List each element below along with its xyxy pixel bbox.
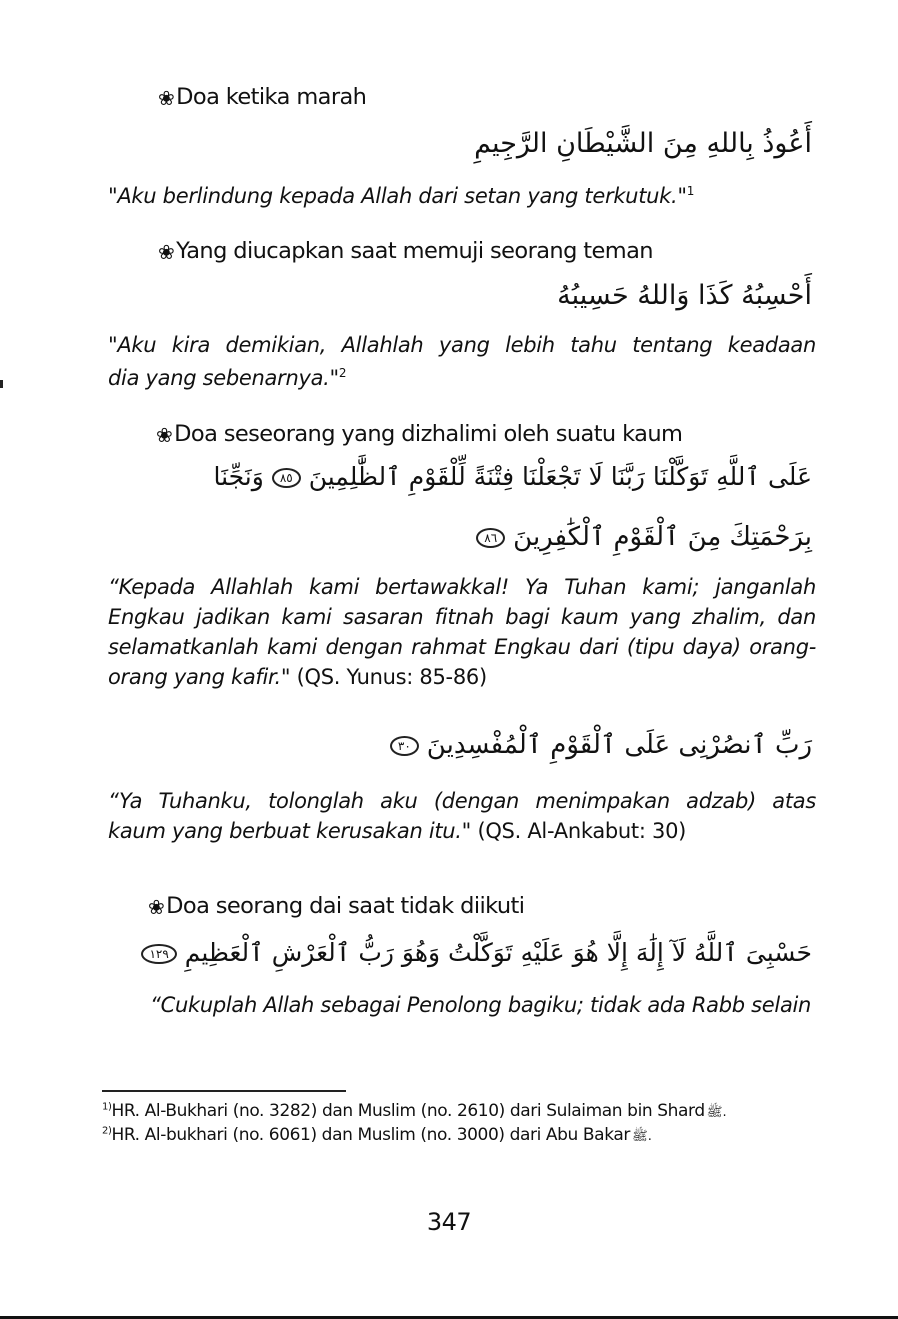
translation [108, 176, 816, 211]
translation-line [108, 786, 816, 816]
arabic-text: أَحْسِبُهُ كَذَا وَاللهُ حَسِيبُهُ [557, 280, 812, 311]
flower-icon: ❀ [158, 86, 175, 110]
flower-icon: ❀ [148, 895, 165, 919]
footnote-text: HR. Al-bukhari (no. 6061) dan Muslim (no. 3000) dari Abu Bakar [111, 1125, 630, 1145]
translation-line [108, 572, 816, 602]
footnote-divider [102, 1090, 346, 1092]
translation-line [108, 632, 816, 662]
translation-text: selamatkanlah kami dengan rahmat Engkau dari (tipu daya) orang- [108, 635, 816, 659]
footnote-mark: 1) [102, 1101, 112, 1113]
section-heading-dai-tidak-diikuti [148, 893, 524, 919]
section-heading-memuji-teman [158, 238, 653, 264]
flower-icon: ❀ [156, 423, 173, 447]
footnote-2 [102, 1125, 652, 1147]
translation-text: “Ya Tuhanku, tolonglah aku (dengan menimpakan adzab) atas [108, 789, 816, 813]
arabic-verse-line [382, 730, 812, 760]
honorific-icon: ﷺ. [631, 1129, 652, 1144]
translation-text: “Kepada Allahlah kami bertawakkal! Ya Tuhan kami; janganlah [108, 575, 816, 599]
translation-line [108, 330, 816, 360]
page-number: 347 [426, 1208, 472, 1236]
translation-text: “Cukuplah Allah sebagai Penolong bagiku; tidak ada Rabb selain [150, 993, 812, 1017]
flower-icon: ❀ [158, 240, 175, 264]
arabic-text: رَبِّ ٱنصُرْنِى عَلَى ٱلْقَوْمِ ٱلْمُفْسِدِينَ [426, 730, 812, 760]
arabic-text: حَسْبِىَ ٱللَّهُ لَآ إِلَٰهَ إِلَّا هُوَ عَلَيْهِ تَوَكَّلْتُ وَهُوَ رَبُّ ٱلْعَرْشِ ٱلْعَظِيمِ [184, 938, 812, 967]
section-heading-dizhalimi [156, 421, 682, 447]
ayah-number-icon: ٨٥ [272, 468, 301, 488]
translation-line [150, 990, 820, 1020]
translation-text: "Aku kira demikian, Allahlah yang lebih tahu tentang keadaan [108, 333, 816, 357]
quran-reference: (QS. Al-Ankabut: 30) [477, 819, 687, 843]
ayah-number-icon: ١٢٩ [141, 944, 176, 964]
footnote-mark: 2) [102, 1125, 112, 1137]
footnote-1 [102, 1101, 727, 1123]
arabic-verse-line [468, 522, 812, 552]
translation-line [108, 662, 816, 692]
arabic-verse-line [214, 462, 813, 491]
heading-text: Doa seseorang yang dizhalimi oleh suatu kaum [174, 421, 683, 447]
translation-text: Engkau jadikan kami sasaran fitnah bagi kaum yang zhalim, dan [108, 605, 816, 629]
ayah-number-icon: ٨٦ [476, 528, 505, 548]
page-edge-mark [0, 380, 3, 388]
ayah-number-icon: ٣٠ [390, 736, 419, 756]
footnote-ref: 1 [686, 184, 695, 198]
section-heading-doa-ketika-marah [158, 84, 366, 110]
footnote-ref: 2 [338, 366, 347, 380]
translation-text: "Aku berlindung kepada Allah dari setan yang terkutuk." [108, 184, 687, 208]
arabic-text: وَنَجِّنَا [213, 462, 264, 491]
translation-text: dia yang sebenarnya." [108, 366, 339, 390]
translation-text: orang yang kafir." [108, 665, 291, 689]
translation-line [108, 358, 816, 393]
quran-reference: (QS. Yunus: 85-86) [296, 665, 487, 689]
translation-text: kaum yang berbuat kerusakan itu." [108, 819, 472, 843]
heading-text: Doa ketika marah [176, 84, 367, 110]
arabic-text: بِرَحْمَتِكَ مِنَ ٱلْقَوْمِ ٱلْكَٰفِرِينَ [513, 522, 812, 552]
arabic-text: أَعُوذُ بِاللهِ مِنَ الشَّيْطَانِ الرَّجِيمِ [474, 128, 812, 159]
translation-line [108, 816, 816, 846]
heading-text: Yang diucapkan saat memuji seorang teman [176, 238, 653, 264]
arabic-verse-line [133, 938, 812, 967]
heading-text: Doa seorang dai saat tidak diikuti [166, 893, 525, 919]
translation-line [108, 602, 816, 632]
arabic-text: عَلَى ٱللَّهِ تَوَكَّلْنَا رَبَّنَا لَا تَجْعَلْنَا فِتْنَةً لِّلْقَوْمِ ٱلظَّٰلِمِينَ [308, 462, 812, 491]
honorific-icon: ﷺ. [706, 1105, 727, 1120]
footnote-text: HR. Al-Bukhari (no. 3282) dan Muslim (no. 2610) dari Sulaiman bin Shard [111, 1101, 705, 1121]
